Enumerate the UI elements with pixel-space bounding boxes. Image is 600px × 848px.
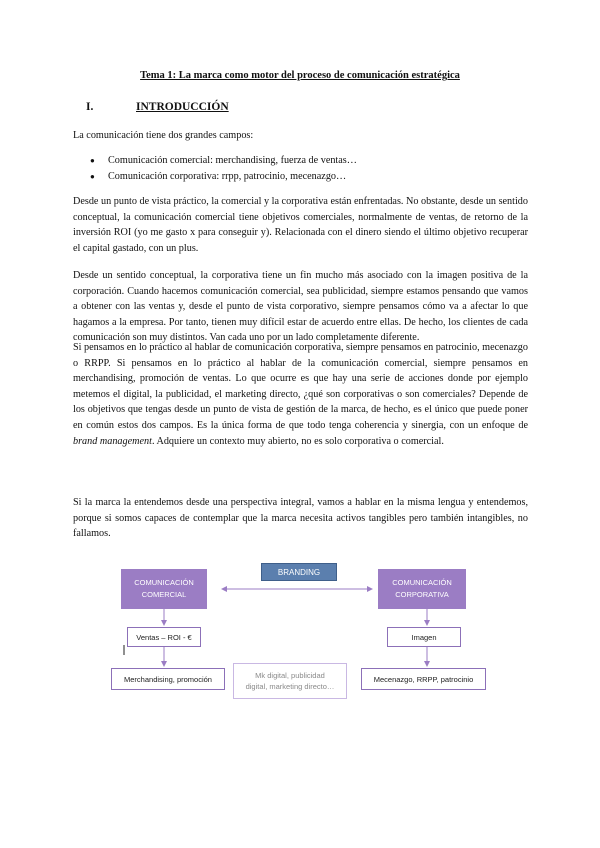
paragraph-3-end: . Adquiere un contexto muy abierto, no es solo corporativa o comercial. xyxy=(151,435,444,447)
mecenazgo-box: Mecenazgo, RRPP, patrocinio xyxy=(361,668,486,690)
comunicacion-comercial-box xyxy=(121,569,207,609)
bullet-text: Comunicación corporativa: rrpp, patrocinio, mecenazgo… xyxy=(108,171,347,182)
comercial-line-2: COMERCIAL xyxy=(141,590,187,599)
comercial-line-1: COMUNICACIÓN xyxy=(134,578,194,587)
bullet-text: Comunicación comercial: merchandising, fuerza de ventas… xyxy=(108,155,357,166)
bullet-icon: ● xyxy=(90,156,95,165)
brand-management-term: brand management xyxy=(73,435,152,447)
mixed-line-1: Mk digital, publicidad xyxy=(255,671,325,680)
paragraph-3-text: Si pensamos en lo práctico al hablar de comunicación corporativa, siempre pensamos en patrocinio, mecenazgo o RRPP. Si pensamos en lo práctico al hablar de la comunicación comercial, siempre pensamos en merchandising, promoción de ventas. Lo que ocurre es que hay una serie de acciones donde por ejemplo metemos el digital, la publicidad, el marketing directo, ¿qué son corporativas o son comerciales? Depende de los objetivos que tengas desde un punto de vista de gestión de la marca, de hecho, es el único que puede poner en común estos dos campos. Es la única forma de que todo tenga coherencia y sinergia, con un enfoque de xyxy=(73,342,528,431)
corporativa-line-1: COMUNICACIÓN xyxy=(392,578,452,587)
comunicacion-corporativa-box xyxy=(378,569,466,609)
document-title: Tema 1: La marca como motor del proceso de comunicación estratégica xyxy=(140,70,460,81)
branding-box: BRANDING xyxy=(261,563,337,581)
section-number: I. xyxy=(86,101,94,113)
ventas-roi-box: Ventas – ROI - € xyxy=(127,627,201,647)
mixed-actions-box xyxy=(233,663,347,699)
merchandising-box: Merchandising, promoción xyxy=(111,668,225,690)
paragraph-4: Si la marca la entendemos desde una perspectiva integral, vamos a hablar en la misma lengua y entendemos, porque si somos capaces de contemplar que la marca necesita activos tangibles pero también intangibles, no fallamos. xyxy=(73,497,528,540)
paragraph-1: Desde un punto de vista práctico, la comercial y la corporativa están enfrentadas. No obstante, desde un sentido conceptual, la comunicación comercial tiene objetivos comerciales, normalmente de ventas, de retorno de la inversión ROI (yo me gasto x para conseguir y). Relacionada con el dinero siendo el último objetivo recuperar el capital gastado, con un plus. xyxy=(73,196,528,254)
paragraph-2: Desde un sentido conceptual, la corporativa tiene un fin mucho más asociado con la imagen positiva de la corporación. Cuando hacemos comunicación comercial, sea publicidad, siempre estamos pensando que vamos a obtener con las ventas y, desde el punto de vista corporativo, siempre pensamos cómo va a afectar lo que hagamos a la empresa. Por tanto, tienen muy difícil estar de acuerdo entre ellas. De hecho, los clientes de cada comunicación son muy distintos. Van cada uno por un lado completamente diferente. xyxy=(73,270,528,344)
imagen-box: Imagen xyxy=(387,627,461,647)
corporativa-line-2: CORPORATIVA xyxy=(395,590,449,599)
intro-paragraph: La comunicación tiene dos grandes campos: xyxy=(73,130,254,141)
bullet-icon: ● xyxy=(90,172,95,181)
mixed-line-2: digital, marketing directo… xyxy=(245,682,335,691)
section-title: INTRODUCCIÓN xyxy=(136,101,229,113)
